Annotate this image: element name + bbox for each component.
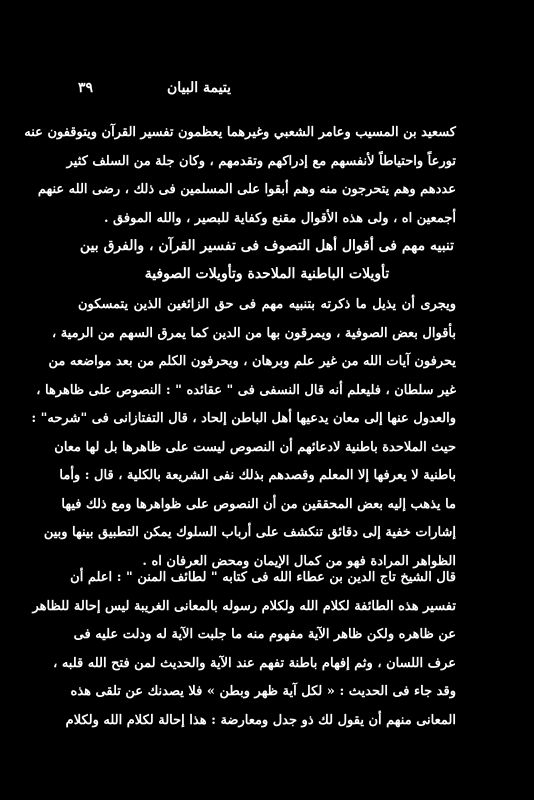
text-line: كسعيد بن المسيب وعامر الشعبي وغيرهما يعظمون تفسير القرآن ويتوقفون عنه [24,125,456,140]
text-line: والعدول عنها إلى معان يدعيها أهل الباطن إلحاد ، قال التفتازانى فى "شرحه" : [31,411,456,426]
heading-line: تأويلات الباطنية الملاحدة وتأويلات الصوفية [144,266,390,282]
text-line: تورعاً واحتياطاً لأنفسهم مع إدراكهم وتقدمهم ، وكان جلة من السلف كثير [66,153,456,169]
paragraph-1 [24,119,456,233]
text-line: تفسير هذه الطائفة لكلام الله ولكلام رسوله بالمعانى الغريبة ليس إحالة للظاهر [32,598,456,614]
paragraph-3 [32,564,456,735]
section-heading [78,232,456,288]
running-title: يتيمة البيان [167,80,231,96]
text-line: المعانى منهم أن يقول لك ذو جدل ومعارضة : هذا إحالة لكلام الله ولكلام [65,712,456,728]
text-line: إشارات خفية إلى دقائق تنكشف على أرباب السلوك يمكن التطبيق بينها وبين [43,525,456,540]
text-line: باطنية لا يعرفها إلا المعلم وقصدهم بذلك نفى الشريعة بالكلية ، قال : وأما [59,468,456,483]
text-line: بأقوال بعض الصوفية ، ويمرقون بها من الدين كما يمرق السهم من الرمية ، [51,325,456,341]
text-line: ويجرى أن يذيل ما ذكرته بتنبيه مهم فى حق الزائغين الذين يتمسكون [78,297,456,312]
text-line: يحرفون آيات الله من غير علم وبرهان ، ويحرفون الكلم من بعد مواضعه من [48,354,456,369]
page-header [78,80,456,104]
page-number: ٣٩ [78,80,94,96]
text-line: قال الشيخ تاج الدين بن عطاء الله فى كتابه " لطائف المنن " : اعلم أن [70,570,456,585]
text-line: عن ظاهره ولكن ظاهر الآية مفهوم منه ما جلبت الآية له ودلت عليه فى [73,627,456,642]
text-line: وقد جاء فى الحديث : « لكل آية ظهر وبطن » فلا يصدنك عن تلقى هذه [70,684,456,699]
text-line: عرف اللسان ، وثم إفهام باطنة تفهم عند الآية والحديث لمن فتح الله قلبه ، [53,655,456,671]
text-line: غير سلطان ، فليعلم أنه قال النسفى فى " عقائده " : النصوص على ظاهرها ، [36,382,456,398]
text-line: أجمعين اه ، ولى هذه الأقوال مقنع وكفاية للبصير ، والله الموفق . [104,210,456,226]
paragraph-2 [31,291,456,576]
text-line: حيث الملاحدة باطنية لادعائهم أن النصوص ليست على ظاهرها بل لها معان [54,439,456,455]
heading-line: تنبيه مهم فى أقوال أهل التصوف فى تفسير القرآن ، والفرق بين [79,238,455,254]
text-line: ما يذهب إليه بعض المحققين من أن النصوص على ظواهرها ومع ذلك فيها [61,496,456,512]
text-line: الظواهر المرادة فهو من كمال الإيمان ومحض العرفان اه . [142,553,456,569]
text-line: عددهم وهم يتحرجون منه وهم أبقوا على المسلمين فى ذلك ، رضى الله عنهم [37,182,456,197]
